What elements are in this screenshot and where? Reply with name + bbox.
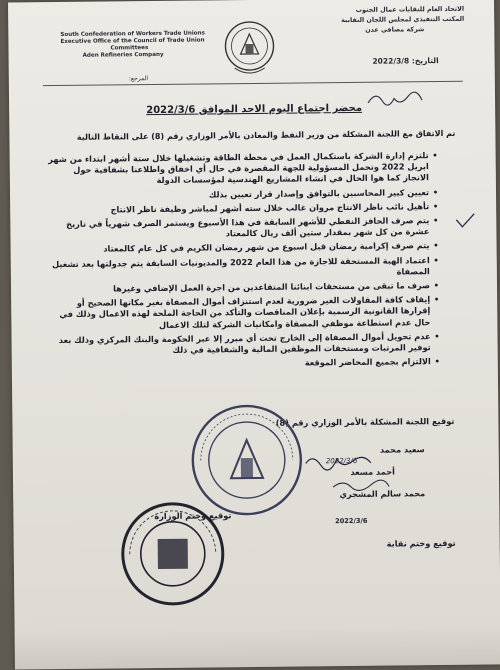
header-arabic-block bbox=[304, 4, 464, 36]
check-mark-icon bbox=[454, 212, 476, 230]
signature-scribble-icon bbox=[331, 477, 391, 494]
member-name-3: محمد سالم المشجري bbox=[339, 488, 426, 500]
list-item: • تأهيل نائب ناظر الانتاج مروان غالب خلال سته أشهر لمباشر وظيفة ناظر الانتاج bbox=[110, 200, 439, 215]
document-page bbox=[8, 0, 500, 670]
list-item: • عدم تحويل أموال المصفاة إلى الخارج تحت أي مبرر إلا عبر الحكومة والبنك المركزي وذلك بعد توفير المرتبات ومستحقات الموظفين المالية والشفافية في ذلك bbox=[58, 330, 440, 355]
header-line-3: Committees bbox=[110, 45, 149, 52]
member-name-2: أحمد مسعد bbox=[350, 466, 395, 477]
list-item: • الالتزام بجميع المحاضر الموقعة bbox=[304, 356, 440, 368]
list-item: • يتم صرف الحافز النفطي للأشهر السابقة في هذا الأسبوع ويستمر الصرف شهرياً في تاريخ عشرة من كل شهر بمقدار ستين ألف ريال كالمعتاد bbox=[66, 215, 439, 239]
header-line-4: Aden Refineries Company bbox=[82, 51, 164, 59]
header-english-block bbox=[60, 30, 230, 60]
member-name-1: سعيد محمد bbox=[379, 444, 425, 455]
signature-scribble-icon bbox=[303, 451, 373, 474]
list-item: • تلتزم إدارة الشركة باستكمال العمل في محطة الطاقة وتشغيلها خلال ستة أشهر ابتداء من شهر ابريل 2022 وتحمل المسؤولية للجهة المقصرة في حال أي اخفاق واطلاعنا بشفافية حول الانجاز كما هوا الحال في انشاء المشاريع الهندسية لمؤسسات الدولة bbox=[48, 150, 438, 186]
ministry-signature-label: توقيع وختم الوزارة bbox=[154, 510, 232, 522]
list-item: • تعيين كبير المحاسبين بالتوافق وإصدار قرار تعيين بذلك bbox=[208, 186, 439, 200]
header-ar-line-1: الاتحاد العام للنقابات عمال الجنوب bbox=[355, 4, 465, 14]
page-title: محضر اجتماع اليوم الاحد الموافق 2022/3/6 bbox=[146, 102, 363, 117]
handwritten-date: 2022/3/6 bbox=[335, 516, 368, 526]
header-line-1: South Confederation of Workers Trade Unions bbox=[60, 30, 205, 38]
list-item: • صرف ما تبقى من مستحقات ابنائنا المتقاعدين من اجرة العمل الإضافي وغيرها bbox=[113, 280, 440, 294]
committee-signature-label: توقيع اللجنة المشكلة بالأمر الوزاري رقم (8) bbox=[275, 415, 455, 428]
union-signature-label: توقيع وختم نقابة bbox=[386, 537, 456, 549]
header-ar-line-3: شركة مصافي عدن bbox=[365, 25, 425, 34]
header-ar-line-2: المكتب التنفيذي لمجلس اللجان النقابية bbox=[341, 14, 465, 25]
list-item: • اعتماد الهبة المستحقة للاجازة من هذا العام 2022 والمديونيات السابقة يتم جدولتها بعد تشغيل المصفاة bbox=[51, 254, 439, 277]
agreement-list bbox=[48, 150, 440, 375]
intro-paragraph: تم الاتفاق مع اللجنة المشكلة من وزير النفط والمعادن بالأمر الوزاري رقم (8) على النقاط التالية bbox=[76, 128, 456, 142]
reference-label: المرجع: bbox=[128, 75, 149, 83]
page-shadow bbox=[15, 624, 500, 669]
handwritten-date-top: 2022/3/6 bbox=[325, 456, 358, 466]
union-logo-icon bbox=[220, 14, 279, 85]
document-date: التاريخ: 2022/3/8 bbox=[372, 56, 439, 66]
header-line-2: Executive Office of the Council of Trade Union bbox=[60, 37, 205, 45]
list-item: • يتم صرف إكرامية رمضان قبل اسبوع من شهر رمضان الكريم في كل عام كالمعتاد bbox=[103, 240, 439, 254]
list-item: • إيقاف كافة المقاولات الغير ضرورية لعدم استنزاف أموال المصفاة بغير مكانها الصحيح أو إقرارها القانونية الرسمية بإعلان المناقصات والتأكد من الحاجة الملحة لهذه الاعمال وذلك في حال عدم استطاعة موظفي المصفاة وامكانيات الشركة لتلك الاعمال bbox=[59, 294, 440, 330]
